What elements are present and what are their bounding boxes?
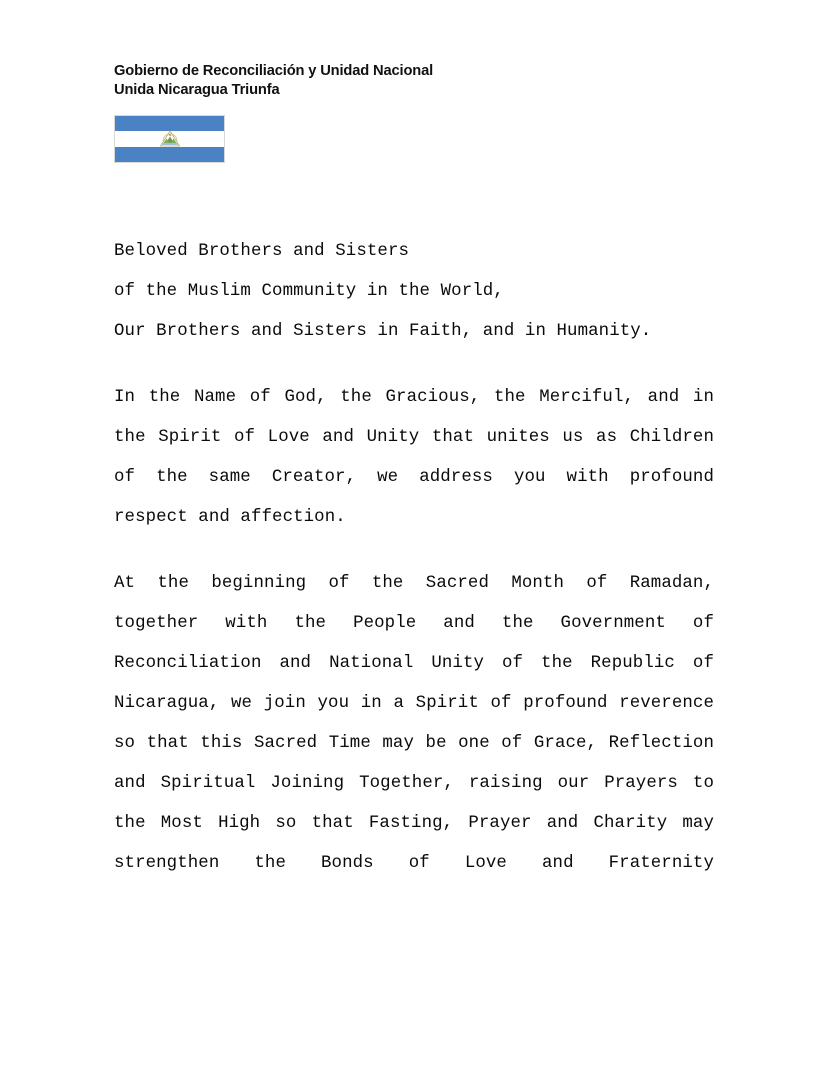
salutation-block <box>114 232 714 352</box>
salutation-line-1: Beloved Brothers and Sisters <box>114 242 410 261</box>
salutation-line-3: Our Brothers and Sisters in Faith, and in Humanity. <box>114 322 652 341</box>
body-paragraph-2: At the beginning of the Sacred Month of Ramadan, together with the People and the Government of Reconciliation and National Unity of the Republic of Nicaragua, we join you in a Spirit of profound reverence so that this Sacred Time may be one of Grace, Reflection and Spiritual Joining Together, raising our Prayers to the Most High so that Fasting, Prayer and Charity may strengthen the Bonds of Love and Fraternity <box>114 574 714 873</box>
nicaragua-flag-icon <box>114 115 225 163</box>
flag-stripe-bottom <box>115 147 224 162</box>
flag-container <box>114 115 225 163</box>
salutation-line-2: of the Muslim Community in the World, <box>114 282 504 301</box>
letterhead-line-1: Gobierno de Reconciliación y Unidad Nacional <box>114 63 434 79</box>
letterhead-line-2: Unida Nicaragua Triunfa <box>114 82 280 98</box>
nicaragua-coat-of-arms-icon <box>159 130 181 148</box>
letterhead <box>114 62 734 100</box>
letter-body <box>114 232 714 924</box>
body-paragraph-1: In the Name of God, the Gracious, the Merciful, and in the Spirit of Love and Unity that unites us as Children of the same Creator, we address you with profound respect and affection. <box>114 388 714 527</box>
